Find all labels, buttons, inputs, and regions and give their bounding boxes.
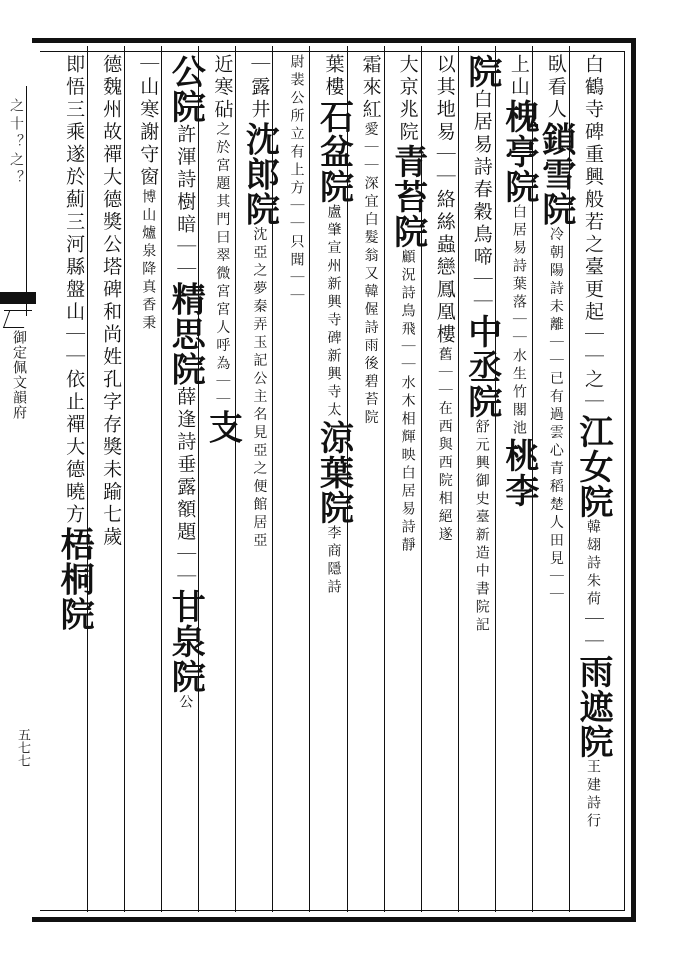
headword: 沈郎院 xyxy=(239,121,280,227)
headword: 青苔院 xyxy=(387,144,428,249)
headword: 支 xyxy=(202,409,243,445)
headword: 槐亭院 xyxy=(498,99,539,204)
text-column xyxy=(535,54,576,912)
column-text: 白鶴寺碑重興般若之臺更起｜｜之｜ xyxy=(581,54,604,414)
headword: 涼葉院 xyxy=(313,420,354,525)
column-text: 葉樓 xyxy=(322,54,345,99)
column-rule xyxy=(458,46,459,912)
column-text: 許渾詩樹暗｜｜ xyxy=(174,124,197,282)
text-column xyxy=(91,54,122,912)
spine-page-number: 五七七 xyxy=(15,728,30,767)
text-column xyxy=(165,54,206,912)
annotation-text: 白居易詩葉落｜｜水生竹閣池 xyxy=(510,204,527,438)
text-column xyxy=(461,54,502,912)
text-column xyxy=(202,54,243,912)
book-spine xyxy=(0,38,36,922)
headword: 雨遮院 xyxy=(572,654,613,759)
text-column xyxy=(498,54,539,912)
annotation-text: 青稻楚人田見｜｜ xyxy=(547,460,564,605)
text-column xyxy=(239,54,280,912)
text-column xyxy=(128,54,159,912)
column-text: 白居易詩春穀鳥啼｜｜ xyxy=(470,89,493,314)
headword: 江女院 xyxy=(572,414,613,519)
text-column xyxy=(54,54,95,912)
column-text: 薛逢詩垂露額題｜｜ xyxy=(174,386,197,589)
column-text: ｜山寒謝守窗 xyxy=(137,54,160,189)
headword: 桃李 xyxy=(498,438,539,508)
headword: 精思院 xyxy=(165,281,206,387)
column-rule xyxy=(161,46,162,912)
annotation-text: 沈亞之夢秦弄玉記公主名見亞之便館居亞 xyxy=(251,226,268,551)
annotation-text: 愛｜｜深宜白髮翁又韓偓詩雨後碧苔院 xyxy=(362,121,379,428)
headword: 甘泉院 xyxy=(165,589,206,694)
headword: 梧桐院 xyxy=(54,526,95,632)
text-column xyxy=(351,54,382,912)
annotation-text: 盧肇宣州新興寺碑新興寺太 xyxy=(325,204,342,420)
column-text: 即悟三乘遂於薊三河縣盤山｜｜依止禪大德曉方 xyxy=(63,54,86,527)
column-rule xyxy=(495,46,496,912)
spine-top-chars: 之十？之？ xyxy=(8,98,24,188)
column-text: 近寒砧 xyxy=(211,54,234,122)
spine-book-title: 御定佩文韻府 xyxy=(11,330,27,420)
annotation-text: 博山爐泉降真香 xyxy=(140,189,157,315)
annotation-text: 公 xyxy=(177,694,194,712)
headword: 院 xyxy=(461,54,502,89)
annotation-text: 秉 xyxy=(140,315,157,333)
annotation-text: 王建詩行 xyxy=(584,759,601,831)
annotation-text: 顧況詩鳥飛｜｜水木相輝映白居易詩靜 xyxy=(399,249,416,555)
spine-black-bar xyxy=(0,292,36,304)
text-column xyxy=(313,54,354,912)
text-column xyxy=(425,54,456,912)
column-text: 以其地易｜｜絡絲蟲戀鳳凰樓 xyxy=(433,54,456,347)
text-column xyxy=(276,54,307,912)
annotation-text: 舊｜｜在西與西院相絕遂 xyxy=(436,346,453,545)
column-text: ｜露井 xyxy=(248,54,271,122)
column-text: 大京兆院 xyxy=(396,54,419,144)
text-column xyxy=(387,54,428,912)
column-rule xyxy=(384,46,385,912)
annotation-text: 冷朝陽詩未離｜｜已有過雲心 xyxy=(547,226,564,461)
annotation-text: 之於宮題其門曰翠微宮宮人呼為｜｜ xyxy=(214,121,231,410)
column-rule xyxy=(235,46,236,912)
headword: 鎖雪院 xyxy=(535,121,576,227)
annotation-text: 舒元興御史臺新造中書院記 xyxy=(473,419,490,635)
annotation-text: 韓翃詩朱荷 xyxy=(584,519,601,609)
column-rule xyxy=(309,46,310,912)
column-text: ｜｜ xyxy=(581,609,604,654)
annotation-text: 尉裴公所立有上方｜｜只聞｜｜ xyxy=(288,54,305,306)
column-rule xyxy=(198,46,199,912)
text-column xyxy=(572,54,613,912)
annotation-text: 李商隱詩 xyxy=(325,525,342,597)
column-text: 上山 xyxy=(507,54,530,99)
column-text: 霜來紅 xyxy=(359,54,382,122)
headword: 公院 xyxy=(165,54,206,124)
column-text: 德魏州故禪大德獎公塔碑和尚姓孔字存獎未踰七歲 xyxy=(100,54,123,549)
headword: 石盆院 xyxy=(313,99,354,204)
column-text: 臥看人 xyxy=(544,54,567,122)
headword: 中丞院 xyxy=(461,314,502,419)
column-rule xyxy=(124,46,125,912)
column-rule xyxy=(87,46,88,912)
